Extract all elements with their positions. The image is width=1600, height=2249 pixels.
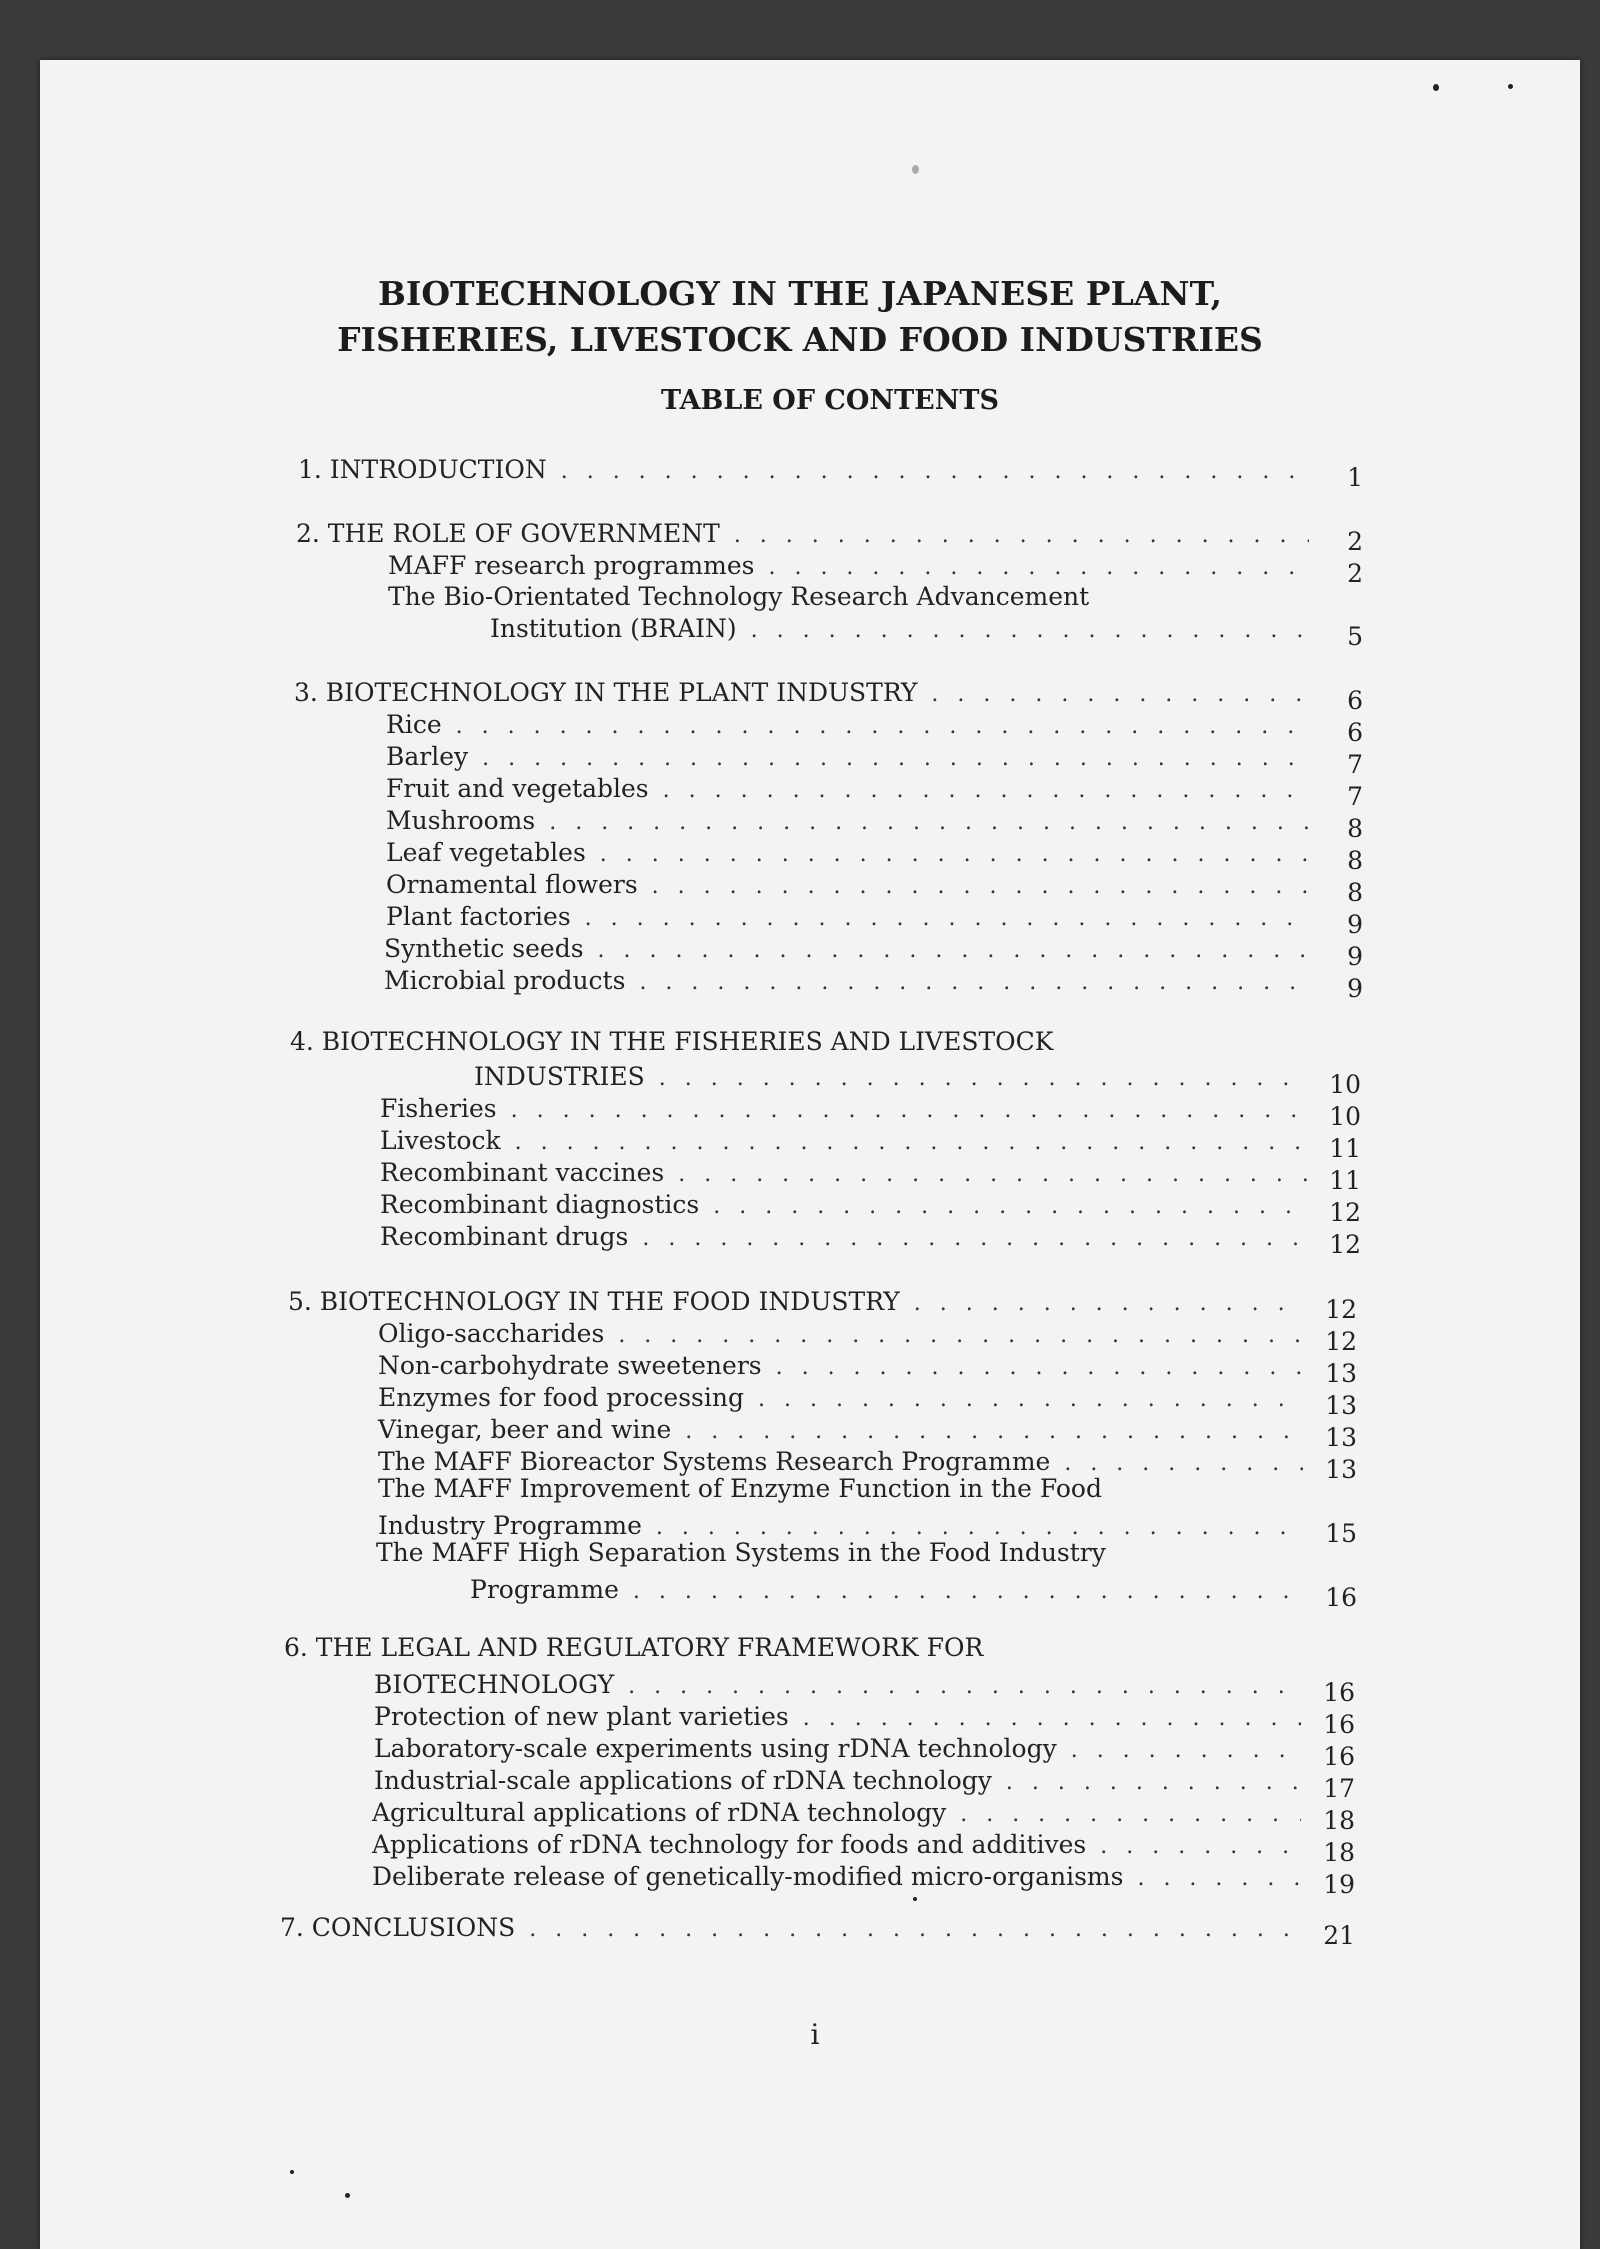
toc-leader-dots bbox=[713, 1194, 1307, 1219]
page-folio: i bbox=[810, 2018, 820, 2051]
scan-speck bbox=[290, 2170, 294, 2174]
toc-label: Ornamental flowers bbox=[386, 870, 638, 899]
toc-entry-microbial-products bbox=[384, 961, 1363, 1003]
toc-entry-enzyme-function-line-1: The MAFF Improvement of Enzyme Function in the Food bbox=[378, 1474, 1102, 1503]
toc-page-number: 16 bbox=[1323, 1742, 1355, 1771]
toc-page-number: 9 bbox=[1347, 942, 1363, 971]
toc-page-number: 2 bbox=[1347, 527, 1363, 556]
toc-page-number: 12 bbox=[1325, 1327, 1357, 1356]
toc-label: Oligo-saccharides bbox=[378, 1319, 605, 1348]
toc-leader-dots bbox=[734, 523, 1309, 548]
toc-page-number: 2 bbox=[1347, 559, 1363, 588]
toc-page-number: 13 bbox=[1325, 1423, 1357, 1452]
toc-label: Deliberate release of genetically-modified micro-organisms bbox=[372, 1862, 1124, 1891]
toc-leader-dots bbox=[960, 1802, 1301, 1827]
scan-speck bbox=[345, 2193, 350, 2198]
toc-page-number: 8 bbox=[1347, 878, 1363, 907]
toc-heading: TABLE OF CONTENTS bbox=[660, 385, 1000, 416]
toc-label: Laboratory-scale experiments using rDNA technology bbox=[374, 1734, 1057, 1763]
toc-entry-agricultural bbox=[372, 1793, 1355, 1835]
toc-leader-dots bbox=[618, 1323, 1303, 1348]
toc-entry-brain bbox=[490, 609, 1363, 651]
toc-label: Synthetic seeds bbox=[384, 934, 584, 963]
toc-page-number: 12 bbox=[1329, 1230, 1361, 1259]
toc-label: Recombinant diagnostics bbox=[380, 1190, 700, 1219]
toc-page-number: 11 bbox=[1329, 1166, 1361, 1195]
toc-leader-dots bbox=[659, 1066, 1307, 1091]
toc-page-number: 7 bbox=[1347, 782, 1363, 811]
toc-leader-dots bbox=[652, 874, 1309, 899]
toc-entry-livestock bbox=[380, 1121, 1361, 1163]
toc-label: Recombinant drugs bbox=[380, 1222, 629, 1251]
toc-entry-enzyme-function bbox=[378, 1506, 1357, 1548]
toc-entry-food-industry bbox=[288, 1282, 1357, 1324]
toc-page-number: 12 bbox=[1325, 1295, 1357, 1324]
toc-label: Barley bbox=[386, 742, 469, 771]
toc-leader-dots bbox=[628, 1674, 1301, 1699]
toc-label: MAFF research programmes bbox=[388, 551, 755, 580]
toc-label: Mushrooms bbox=[386, 806, 536, 835]
toc-page-number: 8 bbox=[1347, 814, 1363, 843]
toc-label: Applications of rDNA technology for foods and additives bbox=[372, 1830, 1087, 1859]
toc-label: Industry Programme bbox=[378, 1511, 642, 1540]
toc-page-number: 13 bbox=[1325, 1359, 1357, 1388]
toc-entry-high-separation-line-1: The MAFF High Separation Systems in the Food Industry bbox=[376, 1538, 1106, 1567]
toc-label: Protection of new plant varieties bbox=[374, 1702, 789, 1731]
toc-entry-barley bbox=[386, 737, 1363, 779]
toc-page-number: 16 bbox=[1323, 1710, 1355, 1739]
toc-entry-rice bbox=[386, 705, 1363, 747]
toc-leader-dots bbox=[678, 1162, 1307, 1187]
toc-entry-industrial-scale bbox=[374, 1761, 1355, 1803]
toc-leader-dots bbox=[482, 746, 1309, 771]
toc-entry-recombinant-vaccines bbox=[380, 1153, 1361, 1195]
toc-leader-dots bbox=[642, 1226, 1307, 1251]
toc-page-number: 16 bbox=[1325, 1583, 1357, 1612]
toc-entry-maff-research bbox=[388, 546, 1363, 588]
toc-leader-dots bbox=[511, 1098, 1307, 1123]
toc-page-number: 8 bbox=[1347, 846, 1363, 875]
toc-leader-dots bbox=[776, 1355, 1303, 1380]
toc-entry-introduction bbox=[298, 450, 1363, 492]
toc-entry-fisheries-livestock bbox=[474, 1057, 1361, 1099]
toc-page-number: 17 bbox=[1323, 1774, 1355, 1803]
toc-label: Fruit and vegetables bbox=[386, 774, 649, 803]
toc-page-number: 21 bbox=[1323, 1921, 1355, 1950]
toc-label: Recombinant vaccines bbox=[380, 1158, 665, 1187]
toc-entry-high-separation bbox=[470, 1570, 1357, 1612]
toc-label: Rice bbox=[386, 710, 442, 739]
scan-speck bbox=[913, 1897, 917, 1901]
toc-label: Microbial products bbox=[384, 966, 626, 995]
toc-leader-dots bbox=[656, 1515, 1303, 1540]
toc-label: Enzymes for food processing bbox=[378, 1383, 744, 1412]
toc-page-number: 10 bbox=[1329, 1102, 1361, 1131]
toc-page-number: 11 bbox=[1329, 1134, 1361, 1163]
toc-entry-plant-industry bbox=[294, 673, 1363, 715]
toc-page-number: 6 bbox=[1347, 686, 1363, 715]
toc-label: Plant factories bbox=[386, 902, 571, 931]
toc-leader-dots bbox=[1100, 1834, 1301, 1859]
toc-page-number: 9 bbox=[1347, 974, 1363, 1003]
toc-leader-dots bbox=[803, 1706, 1301, 1731]
toc-leader-dots bbox=[663, 778, 1309, 803]
toc-page-number: 12 bbox=[1329, 1198, 1361, 1227]
toc-entry-role-of-government bbox=[296, 514, 1363, 556]
toc-entry-oligo-saccharides bbox=[378, 1314, 1357, 1356]
toc-entry-ornamental-flowers bbox=[386, 865, 1363, 907]
toc-entry-leaf-vegetables bbox=[386, 833, 1363, 875]
toc-leader-dots bbox=[456, 714, 1309, 739]
toc-entry-vinegar-beer-wine bbox=[378, 1410, 1357, 1452]
toc-entry-plant-varieties bbox=[374, 1697, 1355, 1739]
toc-label: Institution (BRAIN) bbox=[490, 614, 737, 643]
toc-leader-dots bbox=[768, 555, 1309, 580]
toc-page-number: 18 bbox=[1323, 1806, 1355, 1835]
toc-page-number: 10 bbox=[1329, 1070, 1361, 1099]
toc-label: BIOTECHNOLOGY bbox=[374, 1670, 615, 1699]
toc-label: 3. BIOTECHNOLOGY IN THE PLANT INDUSTRY bbox=[294, 678, 918, 707]
toc-leader-dots bbox=[529, 1917, 1301, 1942]
toc-page-number: 1 bbox=[1347, 463, 1363, 492]
toc-label: Non-carbohydrate sweeteners bbox=[378, 1351, 762, 1380]
toc-leader-dots bbox=[561, 459, 1309, 484]
toc-label: INDUSTRIES bbox=[474, 1062, 645, 1091]
toc-label: Programme bbox=[470, 1575, 619, 1604]
toc-leader-dots bbox=[931, 682, 1309, 707]
toc-label: 5. BIOTECHNOLOGY IN THE FOOD INDUSTRY bbox=[288, 1287, 900, 1316]
toc-leader-dots bbox=[1137, 1866, 1301, 1891]
toc-leader-dots bbox=[751, 618, 1309, 643]
scan-speck bbox=[1508, 84, 1513, 89]
toc-entry-legal-framework-line-1: 6. THE LEGAL AND REGULATORY FRAMEWORK FOR bbox=[284, 1633, 984, 1662]
toc-label: 2. THE ROLE OF GOVERNMENT bbox=[296, 519, 720, 548]
toc-entry-foods-additives bbox=[372, 1825, 1355, 1867]
toc-entry-legal-framework bbox=[374, 1665, 1355, 1707]
toc-entry-laboratory-scale bbox=[374, 1729, 1355, 1771]
toc-leader-dots bbox=[585, 906, 1309, 931]
toc-label: Agricultural applications of rDNA technology bbox=[372, 1798, 947, 1827]
toc-entry-fruit-vegetables bbox=[386, 769, 1363, 811]
toc-entry-plant-factories bbox=[386, 897, 1363, 939]
toc-page-number: 6 bbox=[1347, 718, 1363, 747]
document-title-line-1: BIOTECHNOLOGY IN THE JAPANESE PLANT, bbox=[377, 274, 1222, 313]
toc-entry-fisheries bbox=[380, 1089, 1361, 1131]
toc-entry-bioreactor-programme bbox=[378, 1442, 1357, 1484]
toc-entry-mushrooms bbox=[386, 801, 1363, 843]
toc-entry-recombinant-diagnostics bbox=[380, 1185, 1361, 1227]
toc-leader-dots bbox=[1071, 1738, 1301, 1763]
toc-entry-enzymes bbox=[378, 1378, 1357, 1420]
toc-leader-dots bbox=[1006, 1770, 1301, 1795]
toc-leader-dots bbox=[598, 938, 1309, 963]
toc-entry-fisheries-livestock-line-1: 4. BIOTECHNOLOGY IN THE FISHERIES AND LIVESTOCK bbox=[290, 1027, 1054, 1056]
toc-page-number: 15 bbox=[1325, 1519, 1357, 1548]
toc-label: The MAFF Bioreactor Systems Research Programme bbox=[378, 1447, 1051, 1476]
toc-entry-deliberate-release bbox=[372, 1857, 1355, 1899]
toc-entry-sweeteners bbox=[378, 1346, 1357, 1388]
scan-speck bbox=[912, 165, 919, 174]
toc-page-number: 18 bbox=[1323, 1838, 1355, 1867]
toc-label: Fisheries bbox=[380, 1094, 497, 1123]
toc-entry-synthetic-seeds bbox=[384, 929, 1363, 971]
scan-speck bbox=[1433, 84, 1439, 91]
toc-label: Leaf vegetables bbox=[386, 838, 586, 867]
toc-label: 7. CONCLUSIONS bbox=[280, 1913, 516, 1942]
toc-leader-dots bbox=[633, 1579, 1303, 1604]
toc-label: Livestock bbox=[380, 1126, 501, 1155]
toc-page-number: 13 bbox=[1325, 1455, 1357, 1484]
toc-leader-dots bbox=[685, 1419, 1303, 1444]
toc-entry-conclusions bbox=[280, 1908, 1355, 1950]
toc-label: Vinegar, beer and wine bbox=[378, 1415, 672, 1444]
toc-label: Industrial-scale applications of rDNA technology bbox=[374, 1766, 992, 1795]
toc-leader-dots bbox=[914, 1291, 1303, 1316]
toc-entry-recombinant-drugs bbox=[380, 1217, 1361, 1259]
toc-page-number: 5 bbox=[1347, 622, 1363, 651]
toc-label: 1. INTRODUCTION bbox=[298, 455, 547, 484]
toc-leader-dots bbox=[758, 1387, 1303, 1412]
toc-leader-dots bbox=[600, 842, 1309, 867]
toc-leader-dots bbox=[515, 1130, 1307, 1155]
toc-leader-dots bbox=[1064, 1451, 1303, 1476]
toc-entry-brain-line-1: The Bio-Orientated Technology Research Advancement bbox=[388, 582, 1090, 611]
toc-page-number: 16 bbox=[1323, 1678, 1355, 1707]
toc-page-number: 7 bbox=[1347, 750, 1363, 779]
toc-leader-dots bbox=[639, 970, 1309, 995]
toc-page-number: 13 bbox=[1325, 1391, 1357, 1420]
toc-leader-dots bbox=[549, 810, 1309, 835]
toc-page-number: 19 bbox=[1323, 1870, 1355, 1899]
document-title-line-2: FISHERIES, LIVESTOCK AND FOOD INDUSTRIES bbox=[337, 320, 1263, 359]
toc-page-number: 9 bbox=[1347, 910, 1363, 939]
